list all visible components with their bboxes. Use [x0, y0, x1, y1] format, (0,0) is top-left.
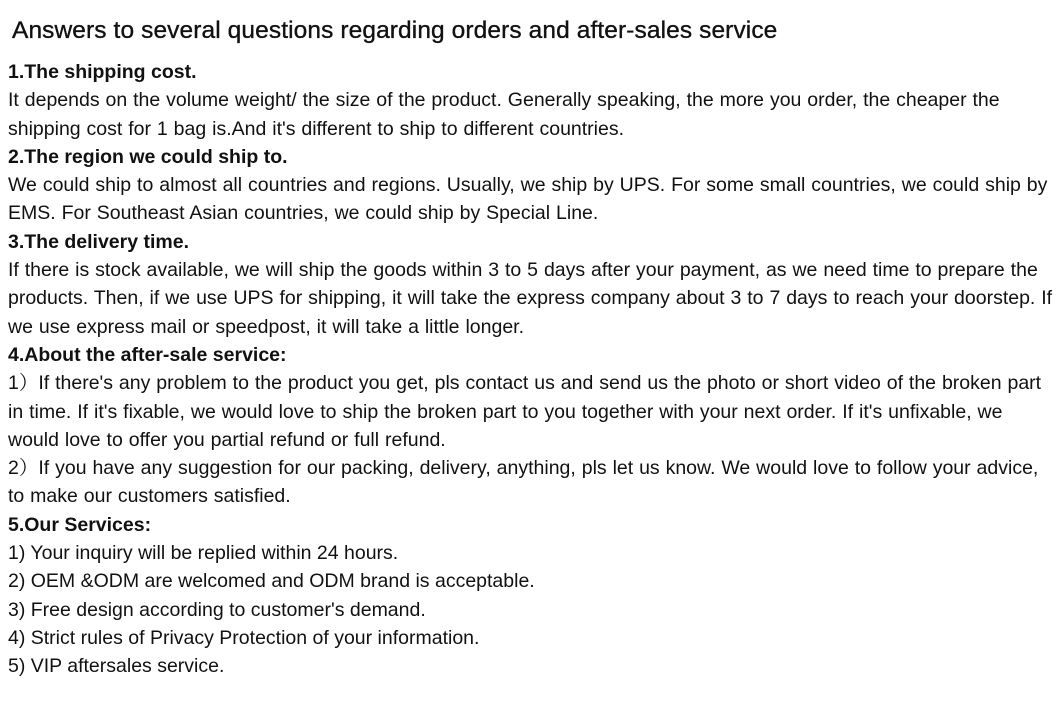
section-after-sale-service [8, 341, 1053, 511]
section-paragraph: If there is stock available, we will ship the goods within 3 to 5 days after your payment, as we need time to prepare the products. Then, if we use UPS for shipping, it will take the express company about 3 to 7 days to reach your doorstep. If we use express mail or speedpost, it will take a little longer. [8, 259, 1053, 338]
section-heading: 2.The region we could ship to. [8, 145, 288, 168]
document-title: Answers to several questions regarding orders and after-sales service [12, 17, 778, 44]
list-item: 5) VIP aftersales service. [8, 655, 225, 678]
section-heading: 5.Our Services: [8, 513, 152, 536]
list-item: 3) Free design according to customer's demand. [8, 598, 426, 621]
section-heading: 4.About the after-sale service: [8, 343, 287, 366]
section-heading: 3.The delivery time. [8, 230, 189, 253]
section-our-services [8, 511, 1053, 681]
section-paragraph: It depends on the volume weight/ the size of the product. Generally speaking, the more you order, the cheaper the shipping cost for 1 bag is.And it's different to ship to different countries. [8, 89, 1000, 140]
section-paragraph: We could ship to almost all countries and regions. Usually, we ship by UPS. For some small countries, we could ship by EMS. For Southeast Asian countries, we could ship by Special Line. [8, 174, 1048, 225]
list-item: 4) Strict rules of Privacy Protection of your information. [8, 626, 480, 649]
list-item: 2) OEM &ODM are welcomed and ODM brand is acceptable. [8, 570, 535, 593]
section-paragraph: 2）If you have any suggestion for our packing, delivery, anything, pls let us know. We would love to follow your advice, to make our customers satisfied. [8, 457, 1039, 508]
section-paragraph: 1）If there's any problem to the product you get, pls contact us and send us the photo or short video of the broken part in time. If it's fixable, we would love to ship the broken part to you together with your next order. If it's unfixable, we would love to offer you partial refund or full refund. [8, 372, 1042, 451]
section-heading: 1.The shipping cost. [8, 61, 197, 83]
section-shipping-region [8, 143, 1053, 228]
services-list [8, 539, 1053, 680]
section-delivery-time [8, 228, 1053, 341]
section-shipping-cost [8, 58, 1053, 143]
list-item: 1) Your inquiry will be replied within 24 hours. [8, 542, 399, 565]
